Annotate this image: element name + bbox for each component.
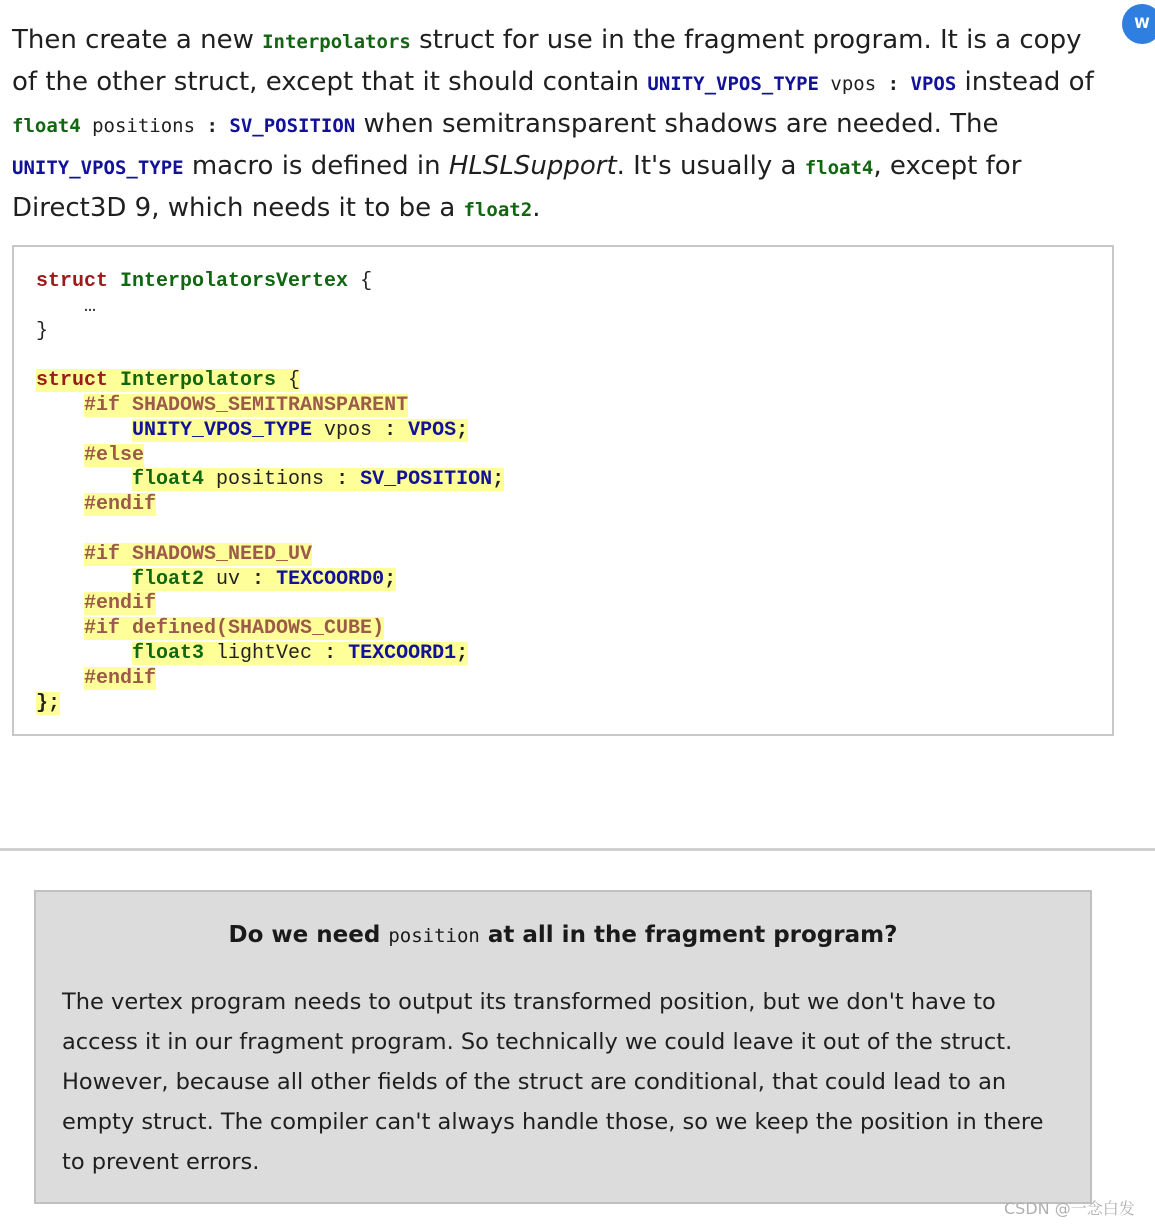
inline-code: vpos <box>818 73 888 95</box>
inline-code: : <box>206 115 218 137</box>
code-token: ; <box>384 567 397 591</box>
code-indent <box>36 543 84 566</box>
code-token: … <box>36 294 97 318</box>
code-token: #else <box>84 443 145 467</box>
code-line <box>36 493 504 518</box>
code-line <box>36 295 504 320</box>
intro-text: . It's usually a <box>616 151 805 181</box>
intro-text: instead of <box>956 67 1094 97</box>
code-token: : <box>384 418 397 442</box>
inline-code: SV_POSITION <box>217 115 356 137</box>
code-token: TEXCOORD1 <box>336 641 457 665</box>
code-token: : <box>324 641 337 665</box>
code-block <box>12 245 1114 736</box>
code-token: ; <box>492 468 505 492</box>
code-line <box>36 568 504 593</box>
code-token: struct <box>36 369 109 393</box>
code-token: #endif <box>84 666 157 690</box>
code-token: vpos <box>312 418 385 442</box>
code-indent <box>36 667 84 690</box>
code-token: lightVec <box>204 641 325 665</box>
code-token: : <box>252 567 265 591</box>
code-line <box>36 369 504 394</box>
note-title <box>36 922 1090 948</box>
code-token: float2 <box>132 567 205 591</box>
code-line <box>36 468 504 493</box>
code-token: UNITY_VPOS_TYPE <box>132 418 313 442</box>
inline-code: : <box>887 73 900 95</box>
code-line <box>36 444 504 469</box>
code-token: ; <box>456 641 469 665</box>
code-indent <box>36 592 84 615</box>
code-line <box>36 419 504 444</box>
note-title-text: Do we need <box>228 922 389 948</box>
inline-code: float4 <box>12 115 81 137</box>
code-token: }; <box>36 691 61 715</box>
note-title-code: position <box>388 925 480 947</box>
code-token: float4 <box>132 468 205 492</box>
inline-code: UNITY_VPOS_TYPE <box>12 157 184 179</box>
intro-text: macro is defined in <box>183 151 449 181</box>
code-indent <box>36 617 84 640</box>
code-token: Interpolators <box>108 369 277 393</box>
code-line <box>36 344 504 369</box>
code-line <box>36 642 504 667</box>
code-indent <box>36 568 132 591</box>
intro-paragraph <box>12 20 1112 230</box>
code-token: { <box>348 270 373 293</box>
code-line <box>36 270 504 295</box>
code-token: ; <box>456 418 469 442</box>
code-token: struct <box>36 270 109 293</box>
code-token: SV_POSITION <box>348 468 493 492</box>
code-line <box>36 592 504 617</box>
inline-code: positions <box>80 115 207 137</box>
code-token: InterpolatorsVertex <box>108 270 349 293</box>
inline-code: VPOS <box>899 73 957 95</box>
code-token: #if defined(SHADOWS_CUBE) <box>84 617 385 641</box>
code-token: : <box>336 468 349 492</box>
code-lines <box>36 270 504 716</box>
code-line <box>36 543 504 568</box>
code-indent <box>36 493 84 516</box>
intro-text: struct for use in the fragment program. It is a copy of the other struct, except that it should contain <box>12 25 1082 97</box>
code-indent <box>36 642 132 665</box>
inline-code: UNITY_VPOS_TYPE <box>647 73 819 95</box>
intro-text: Then create a new <box>12 25 263 55</box>
code-indent <box>36 444 84 467</box>
section-divider <box>0 848 1155 851</box>
intro-text: when semitransparent shadows are needed. The <box>355 109 999 139</box>
code-line <box>36 320 504 345</box>
code-line <box>36 617 504 642</box>
intro-emphasis: HLSLSupport <box>448 151 617 181</box>
note-box <box>34 890 1092 1204</box>
code-indent <box>36 468 132 491</box>
code-line <box>36 394 504 419</box>
code-token: #endif <box>84 592 157 616</box>
code-indent <box>36 419 132 442</box>
code-token: float3 <box>132 641 205 665</box>
code-token: } <box>36 319 49 343</box>
code-token: #endif <box>84 493 157 517</box>
code-indent <box>36 394 84 417</box>
code-token: { <box>276 369 301 393</box>
code-token: positions <box>204 468 337 492</box>
translate-icon[interactable]: W <box>1122 4 1155 44</box>
code-token: #if SHADOWS_NEED_UV <box>84 542 313 566</box>
inline-code: Interpolators <box>262 31 411 53</box>
intro-text: , except for Direct3D 9, which needs it to be a <box>12 151 1022 223</box>
code-line <box>36 518 504 543</box>
note-body: The vertex program needs to output its transformed position, but we don't have to access it in our fragment program. So technically we could leave it out of the struct. However, because all other fields of the struct are conditional, that could lead to an empty struct. The compiler can't always handle those, so we keep the position in there to prevent errors. <box>62 989 1044 1175</box>
inline-code: float2 <box>463 199 533 221</box>
code-line <box>36 692 504 717</box>
note-title-text: at all in the fragment program? <box>479 922 898 948</box>
code-token: uv <box>204 567 253 591</box>
code-token: #if SHADOWS_SEMITRANSPARENT <box>84 393 409 417</box>
code-line <box>36 667 504 692</box>
intro-text: . <box>532 193 541 223</box>
inline-code: float4 <box>804 157 874 179</box>
watermark: CSDN @一念白发 <box>1004 1199 1135 1218</box>
code-token: VPOS <box>396 418 457 442</box>
code-token: TEXCOORD0 <box>264 567 385 591</box>
